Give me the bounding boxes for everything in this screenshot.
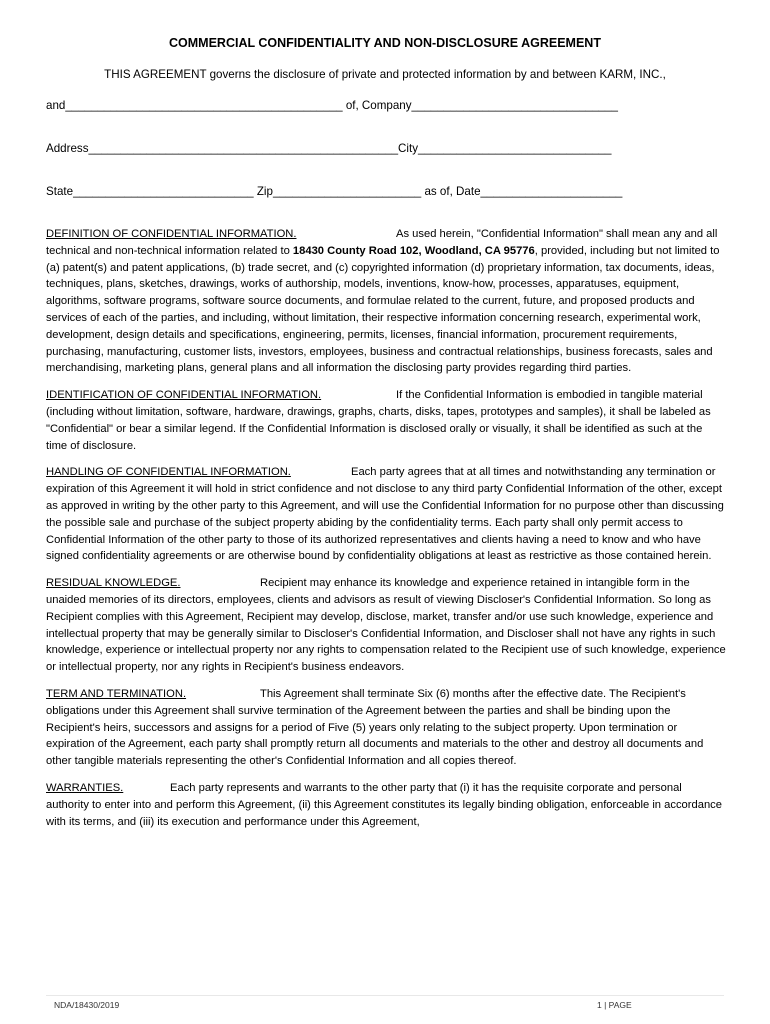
intro-text: THIS AGREEMENT governs the disclosure of private and protected information by and between KARM, INC., xyxy=(104,68,666,81)
section-heading: HANDLING OF CONFIDENTIAL INFORMATION. xyxy=(46,466,291,479)
party-company-line: and___________________________________________ of, Company________________________________ xyxy=(46,99,618,112)
section-text: Each party represents and warrants to the other party that (i) it has the requisite corporate and personal authority to enter into and perform this Agreement, (ii) this Agreement constitutes its legally binding obligation, enforceable in accordance with its terms, and (iii) its execution and performance under this Agreement, xyxy=(46,781,722,828)
document-title: COMMERCIAL CONFIDENTIALITY AND NON-DISCLOSURE AGREEMENT xyxy=(169,36,601,50)
section-identification xyxy=(46,387,726,454)
section-residual xyxy=(46,575,726,676)
section-text: Recipient may enhance its knowledge and experience retained in intangible form in the unaided memories of its directors, employees, clients and advisors as result of viewing Discloser's Confidential Information. So long as Recipient complies with this Agreement, Recipient may develop, disclose, market, transfer and/or use such knowledge, experience and intellectual property that may be generally similar to Discloser's Confidential Information, and Discloser shall not have any rights in such knowledge, experience or intellectual property nor any rights to compensation related to the Recipient use of such knowledge, experience or intellectual property, nor any rights in Recipient's business endeavors. xyxy=(46,577,726,674)
section-heading: IDENTIFICATION OF CONFIDENTIAL INFORMATION. xyxy=(46,389,322,402)
section-text: As used herein, "Confidential Information" shall mean any and all technical and non-technical information related to xyxy=(46,228,718,257)
page-number: 1 | PAGE xyxy=(597,1000,632,1010)
section-heading: TERM AND TERMINATION. xyxy=(46,687,187,700)
document-id: NDA/18430/2019 xyxy=(54,1000,120,1010)
section-text: Each party agrees that at all times and notwithstanding any termination or expiration of this Agreement it will hold in strict confidence and not disclose to any third party Confidential Information of the other, except as approved in writing by the other party to this Agreement, and will use the Confidential Information for no purpose other than discussing the possible sale and purchase of the subject property abiding by the confidentiality terms. Each party shall only permit access to Confidential Information of the other party to those of its authorized representatives and clients having a need to know and who have signed confidentiality agreements or are otherwise bound by confidentiality obligations at least as restrictive as those contained herein. xyxy=(46,466,724,563)
section-handling xyxy=(46,464,726,565)
section-text: This Agreement shall terminate Six (6) months after the effective date. The Recipient's obligations under this Agreement shall survive termination of the Agreement between the parties and shall be binding upon the Recipient's heirs, successors and assigns for a period of Five (5) years only relating to the subject property. Upon termination or expiration of the Agreement, each party shall promptly return all documents and materials to the other and destroy all documents and other tangible materials representing the other's Confidential Information and all copies thereof. xyxy=(46,687,704,768)
agreement-body xyxy=(46,226,726,840)
section-heading: DEFINITION OF CONFIDENTIAL INFORMATION. xyxy=(46,228,297,240)
address-city-line: Address________________________________________________City______________________________ xyxy=(46,142,612,155)
section-term xyxy=(46,686,726,770)
section-warranties xyxy=(46,780,726,830)
section-text: If the Confidential Information is embodied in tangible material (including without limitation, software, hardware, drawings, graphs, charts, disks, tapes, prototypes and samples), it shall be labeled as "Confidential" or bear a similar legend. If the Confidential Information is disclosed orally or visually, it shall be identified as such at the time of disclosure. xyxy=(46,389,711,452)
state-zip-date-line: State____________________________ Zip_______________________ as of, Date______________________ xyxy=(46,185,623,198)
section-text: , provided, including but not limited to (a) patent(s) and patent applications, (b) trade secret, and (c) copyrighted information (d) proprietary information, tax documents, ideas, techniques, plans, sketches, drawings, works of authorship, models, inventions, know-how, processes, apparatuses, equipment, algorithms, software programs, software source documents, and formulae related to the current, future, and proposed products and services of each of the parties, and including, without limitation, their respective information concerning research, experimental work, development, design details and specifications, engineering, permits, licenses, financial information, procurement requirements, purchasing, manufacturing, customer lists, investors, employees, business and contractual relationships, business forecasts, sales and merchandising, marketing plans, general plans and all information the disclosing party provides regarding third parties. xyxy=(46,244,720,375)
section-heading: WARRANTIES. xyxy=(46,781,124,794)
section-definition xyxy=(46,226,726,377)
section-heading: RESIDUAL KNOWLEDGE. xyxy=(46,577,181,590)
property-address: 18430 County Road 102, Woodland, CA 95776 xyxy=(292,244,535,257)
page-footer xyxy=(46,995,724,1010)
